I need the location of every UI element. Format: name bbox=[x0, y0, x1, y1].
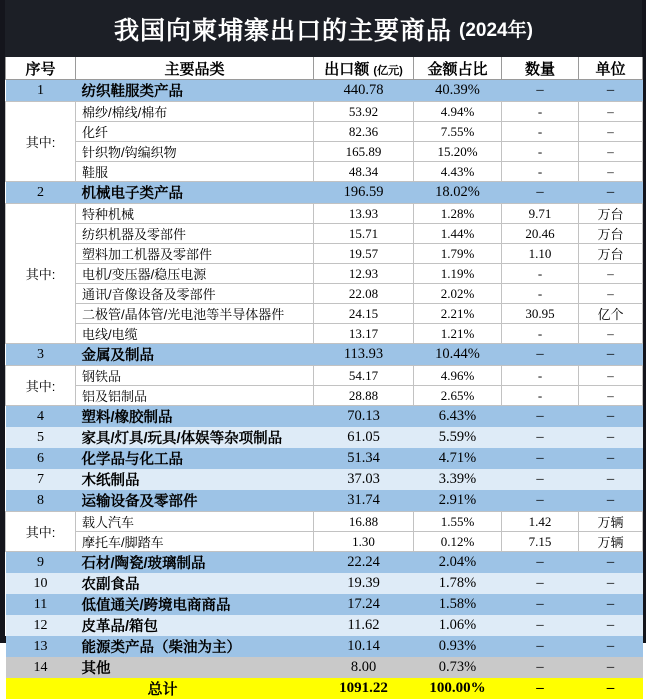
table-row bbox=[6, 304, 643, 324]
table-row bbox=[6, 80, 643, 102]
table-row bbox=[6, 224, 643, 244]
qty-value: - bbox=[502, 102, 579, 122]
qty-value: – bbox=[502, 678, 579, 699]
share-value: 1.55% bbox=[414, 512, 502, 532]
subcategory-label: 电线/电缆 bbox=[76, 324, 314, 344]
unit-value: – bbox=[579, 490, 643, 512]
unit-value: 万台 bbox=[579, 244, 643, 264]
export-value: 17.24 bbox=[314, 594, 414, 615]
qty-value: 1.10 bbox=[502, 244, 579, 264]
table-row bbox=[6, 427, 643, 448]
qty-value: - bbox=[502, 142, 579, 162]
export-value: 31.74 bbox=[314, 490, 414, 512]
export-value: 82.36 bbox=[314, 122, 414, 142]
share-value: 1.44% bbox=[414, 224, 502, 244]
row-number: 13 bbox=[6, 636, 76, 657]
qty-value: – bbox=[502, 615, 579, 636]
page-title-year: (2024年) bbox=[459, 15, 533, 42]
title-bar bbox=[5, 0, 642, 57]
qty-value: - bbox=[502, 386, 579, 406]
unit-value: – bbox=[579, 284, 643, 304]
table-row bbox=[6, 244, 643, 264]
qty-value: – bbox=[502, 427, 579, 448]
share-value: 1.21% bbox=[414, 324, 502, 344]
unit-value: – bbox=[579, 366, 643, 386]
qty-value: - bbox=[502, 122, 579, 142]
qty-value: - bbox=[502, 284, 579, 304]
share-value: 5.59% bbox=[414, 427, 502, 448]
subcategory-label: 二极管/晶体管/光电池等半导体器件 bbox=[76, 304, 314, 324]
share-value: 10.44% bbox=[414, 344, 502, 366]
unit-value: – bbox=[579, 552, 643, 574]
share-value: 7.55% bbox=[414, 122, 502, 142]
table-row bbox=[6, 678, 643, 699]
unit-value: – bbox=[579, 573, 643, 594]
table-row bbox=[6, 162, 643, 182]
unit-value: – bbox=[579, 636, 643, 657]
unit-value: – bbox=[579, 324, 643, 344]
export-value: 28.88 bbox=[314, 386, 414, 406]
export-value: 12.93 bbox=[314, 264, 414, 284]
qty-value: – bbox=[502, 344, 579, 366]
export-data-table bbox=[5, 57, 643, 699]
unit-value: – bbox=[579, 142, 643, 162]
qty-value: 1.42 bbox=[502, 512, 579, 532]
row-number: 6 bbox=[6, 448, 76, 469]
export-value: 165.89 bbox=[314, 142, 414, 162]
qty-value: – bbox=[502, 490, 579, 512]
qty-value: – bbox=[502, 636, 579, 657]
export-value: 54.17 bbox=[314, 366, 414, 386]
unit-value: – bbox=[579, 264, 643, 284]
row-number: 2 bbox=[6, 182, 76, 204]
qty-value: – bbox=[502, 448, 579, 469]
category-label: 塑料/橡胶制品 bbox=[76, 406, 314, 428]
table-row bbox=[6, 204, 643, 224]
header-unit: 单位 bbox=[579, 57, 643, 80]
header-no: 序号 bbox=[6, 57, 76, 80]
table-row bbox=[6, 636, 643, 657]
export-value: 196.59 bbox=[314, 182, 414, 204]
table-row bbox=[6, 182, 643, 204]
share-value: 6.43% bbox=[414, 406, 502, 428]
unit-value: – bbox=[579, 678, 643, 699]
table-row bbox=[6, 142, 643, 162]
export-value: 13.93 bbox=[314, 204, 414, 224]
share-value: 1.58% bbox=[414, 594, 502, 615]
qty-value: – bbox=[502, 573, 579, 594]
category-label: 农副食品 bbox=[76, 573, 314, 594]
subcategory-label: 摩托车/脚踏车 bbox=[76, 532, 314, 552]
export-value: 51.34 bbox=[314, 448, 414, 469]
unit-value: 万台 bbox=[579, 224, 643, 244]
table-body bbox=[6, 80, 643, 699]
row-number: 11 bbox=[6, 594, 76, 615]
table-row bbox=[6, 122, 643, 142]
export-value: 13.17 bbox=[314, 324, 414, 344]
export-value: 16.88 bbox=[314, 512, 414, 532]
subcategory-label: 塑料加工机器及零部件 bbox=[76, 244, 314, 264]
share-value: 4.43% bbox=[414, 162, 502, 182]
table-row bbox=[6, 102, 643, 122]
unit-value: – bbox=[579, 469, 643, 490]
share-value: 0.12% bbox=[414, 532, 502, 552]
unit-value: 亿个 bbox=[579, 304, 643, 324]
export-value: 1.30 bbox=[314, 532, 414, 552]
category-label: 皮革品/箱包 bbox=[76, 615, 314, 636]
among-label: 其中: bbox=[6, 102, 76, 182]
share-value: 18.02% bbox=[414, 182, 502, 204]
qty-value: 9.71 bbox=[502, 204, 579, 224]
share-value: 2.91% bbox=[414, 490, 502, 512]
table-row bbox=[6, 532, 643, 552]
qty-value: – bbox=[502, 80, 579, 102]
qty-value: – bbox=[502, 552, 579, 574]
qty-value: – bbox=[502, 657, 579, 678]
share-value: 15.20% bbox=[414, 142, 502, 162]
share-value: 4.94% bbox=[414, 102, 502, 122]
among-label: 其中: bbox=[6, 366, 76, 406]
qty-value: – bbox=[502, 406, 579, 428]
row-number: 12 bbox=[6, 615, 76, 636]
unit-value: – bbox=[579, 162, 643, 182]
export-value: 15.71 bbox=[314, 224, 414, 244]
page-title: 我国向柬埔寨出口的主要商品 bbox=[114, 11, 452, 47]
category-label: 机械电子类产品 bbox=[76, 182, 314, 204]
table-row bbox=[6, 490, 643, 512]
row-number: 8 bbox=[6, 490, 76, 512]
category-label: 石材/陶瓷/玻璃制品 bbox=[76, 552, 314, 574]
subcategory-label: 特种机械 bbox=[76, 204, 314, 224]
category-label: 化学品与化工品 bbox=[76, 448, 314, 469]
export-value: 19.39 bbox=[314, 573, 414, 594]
unit-value: 万台 bbox=[579, 204, 643, 224]
unit-value: – bbox=[579, 386, 643, 406]
export-value: 61.05 bbox=[314, 427, 414, 448]
unit-value: 万辆 bbox=[579, 532, 643, 552]
among-label: 其中: bbox=[6, 204, 76, 344]
row-number: 4 bbox=[6, 406, 76, 428]
category-label: 运输设备及零部件 bbox=[76, 490, 314, 512]
share-value: 2.21% bbox=[414, 304, 502, 324]
export-value: 10.14 bbox=[314, 636, 414, 657]
table-row bbox=[6, 366, 643, 386]
share-value: 40.39% bbox=[414, 80, 502, 102]
category-label: 能源类产品（柴油为主） bbox=[76, 636, 314, 657]
table-row bbox=[6, 406, 643, 428]
export-value: 22.24 bbox=[314, 552, 414, 574]
share-value: 2.04% bbox=[414, 552, 502, 574]
row-number: 1 bbox=[6, 80, 76, 102]
unit-value: – bbox=[579, 122, 643, 142]
export-value: 11.62 bbox=[314, 615, 414, 636]
export-value: 24.15 bbox=[314, 304, 414, 324]
share-value: 4.71% bbox=[414, 448, 502, 469]
subcategory-label: 钢铁品 bbox=[76, 366, 314, 386]
unit-value: – bbox=[579, 448, 643, 469]
share-value: 1.28% bbox=[414, 204, 502, 224]
header-export-unit: (亿元) bbox=[373, 65, 402, 77]
subcategory-label: 通讯/音像设备及零部件 bbox=[76, 284, 314, 304]
subcategory-label: 针织物/钩编织物 bbox=[76, 142, 314, 162]
qty-value: - bbox=[502, 264, 579, 284]
unit-value: – bbox=[579, 406, 643, 428]
header-share: 金额占比 bbox=[414, 57, 502, 80]
header-qty: 数量 bbox=[502, 57, 579, 80]
total-label: 总计 bbox=[6, 678, 314, 699]
table-row bbox=[6, 284, 643, 304]
category-label: 低值通关/跨境电商商品 bbox=[76, 594, 314, 615]
table-row bbox=[6, 657, 643, 678]
share-value: 1.79% bbox=[414, 244, 502, 264]
header-export: 出口额 (亿元) bbox=[314, 57, 414, 80]
table-row bbox=[6, 615, 643, 636]
qty-value: 7.15 bbox=[502, 532, 579, 552]
export-value: 37.03 bbox=[314, 469, 414, 490]
unit-value: – bbox=[579, 657, 643, 678]
table-row bbox=[6, 594, 643, 615]
table-row bbox=[6, 324, 643, 344]
table-row bbox=[6, 512, 643, 532]
table-row bbox=[6, 552, 643, 574]
category-label: 家具/灯具/玩具/体娱等杂项制品 bbox=[76, 427, 314, 448]
export-value: 19.57 bbox=[314, 244, 414, 264]
unit-value: 万辆 bbox=[579, 512, 643, 532]
category-label: 纺织鞋服类产品 bbox=[76, 80, 314, 102]
export-value: 8.00 bbox=[314, 657, 414, 678]
unit-value: – bbox=[579, 344, 643, 366]
subcategory-label: 棉纱/棉线/棉布 bbox=[76, 102, 314, 122]
table-row bbox=[6, 573, 643, 594]
subcategory-label: 鞋服 bbox=[76, 162, 314, 182]
row-number: 10 bbox=[6, 573, 76, 594]
share-value: 1.19% bbox=[414, 264, 502, 284]
qty-value: – bbox=[502, 594, 579, 615]
qty-value: 30.95 bbox=[502, 304, 579, 324]
qty-value: – bbox=[502, 182, 579, 204]
export-value: 70.13 bbox=[314, 406, 414, 428]
category-label: 金属及制品 bbox=[76, 344, 314, 366]
share-value: 1.06% bbox=[414, 615, 502, 636]
row-number: 3 bbox=[6, 344, 76, 366]
row-number: 14 bbox=[6, 657, 76, 678]
category-label: 其他 bbox=[76, 657, 314, 678]
unit-value: – bbox=[579, 594, 643, 615]
share-value: 3.39% bbox=[414, 469, 502, 490]
export-value: 22.08 bbox=[314, 284, 414, 304]
row-number: 5 bbox=[6, 427, 76, 448]
row-number: 9 bbox=[6, 552, 76, 574]
table-row bbox=[6, 344, 643, 366]
row-number: 7 bbox=[6, 469, 76, 490]
table-row bbox=[6, 386, 643, 406]
unit-value: – bbox=[579, 80, 643, 102]
qty-value: 20.46 bbox=[502, 224, 579, 244]
subcategory-label: 纺织机器及零部件 bbox=[76, 224, 314, 244]
table-row bbox=[6, 469, 643, 490]
qty-value: - bbox=[502, 366, 579, 386]
table-row bbox=[6, 448, 643, 469]
among-label: 其中: bbox=[6, 512, 76, 552]
subcategory-label: 铝及铝制品 bbox=[76, 386, 314, 406]
unit-value: – bbox=[579, 427, 643, 448]
share-value: 2.65% bbox=[414, 386, 502, 406]
export-value: 1091.22 bbox=[314, 678, 414, 699]
subcategory-label: 载人汽车 bbox=[76, 512, 314, 532]
share-value: 0.93% bbox=[414, 636, 502, 657]
header-row bbox=[6, 57, 643, 80]
unit-value: – bbox=[579, 102, 643, 122]
share-value: 4.96% bbox=[414, 366, 502, 386]
subcategory-label: 化纤 bbox=[76, 122, 314, 142]
qty-value: – bbox=[502, 469, 579, 490]
share-value: 1.78% bbox=[414, 573, 502, 594]
export-value: 53.92 bbox=[314, 102, 414, 122]
qty-value: - bbox=[502, 162, 579, 182]
export-value: 48.34 bbox=[314, 162, 414, 182]
subcategory-label: 电机/变压器/稳压电源 bbox=[76, 264, 314, 284]
export-value: 113.93 bbox=[314, 344, 414, 366]
unit-value: – bbox=[579, 615, 643, 636]
qty-value: - bbox=[502, 324, 579, 344]
share-value: 100.00% bbox=[414, 678, 502, 699]
share-value: 2.02% bbox=[414, 284, 502, 304]
export-value: 440.78 bbox=[314, 80, 414, 102]
share-value: 0.73% bbox=[414, 657, 502, 678]
unit-value: – bbox=[579, 182, 643, 204]
category-label: 木纸制品 bbox=[76, 469, 314, 490]
header-category: 主要品类 bbox=[76, 57, 314, 80]
table-row bbox=[6, 264, 643, 284]
